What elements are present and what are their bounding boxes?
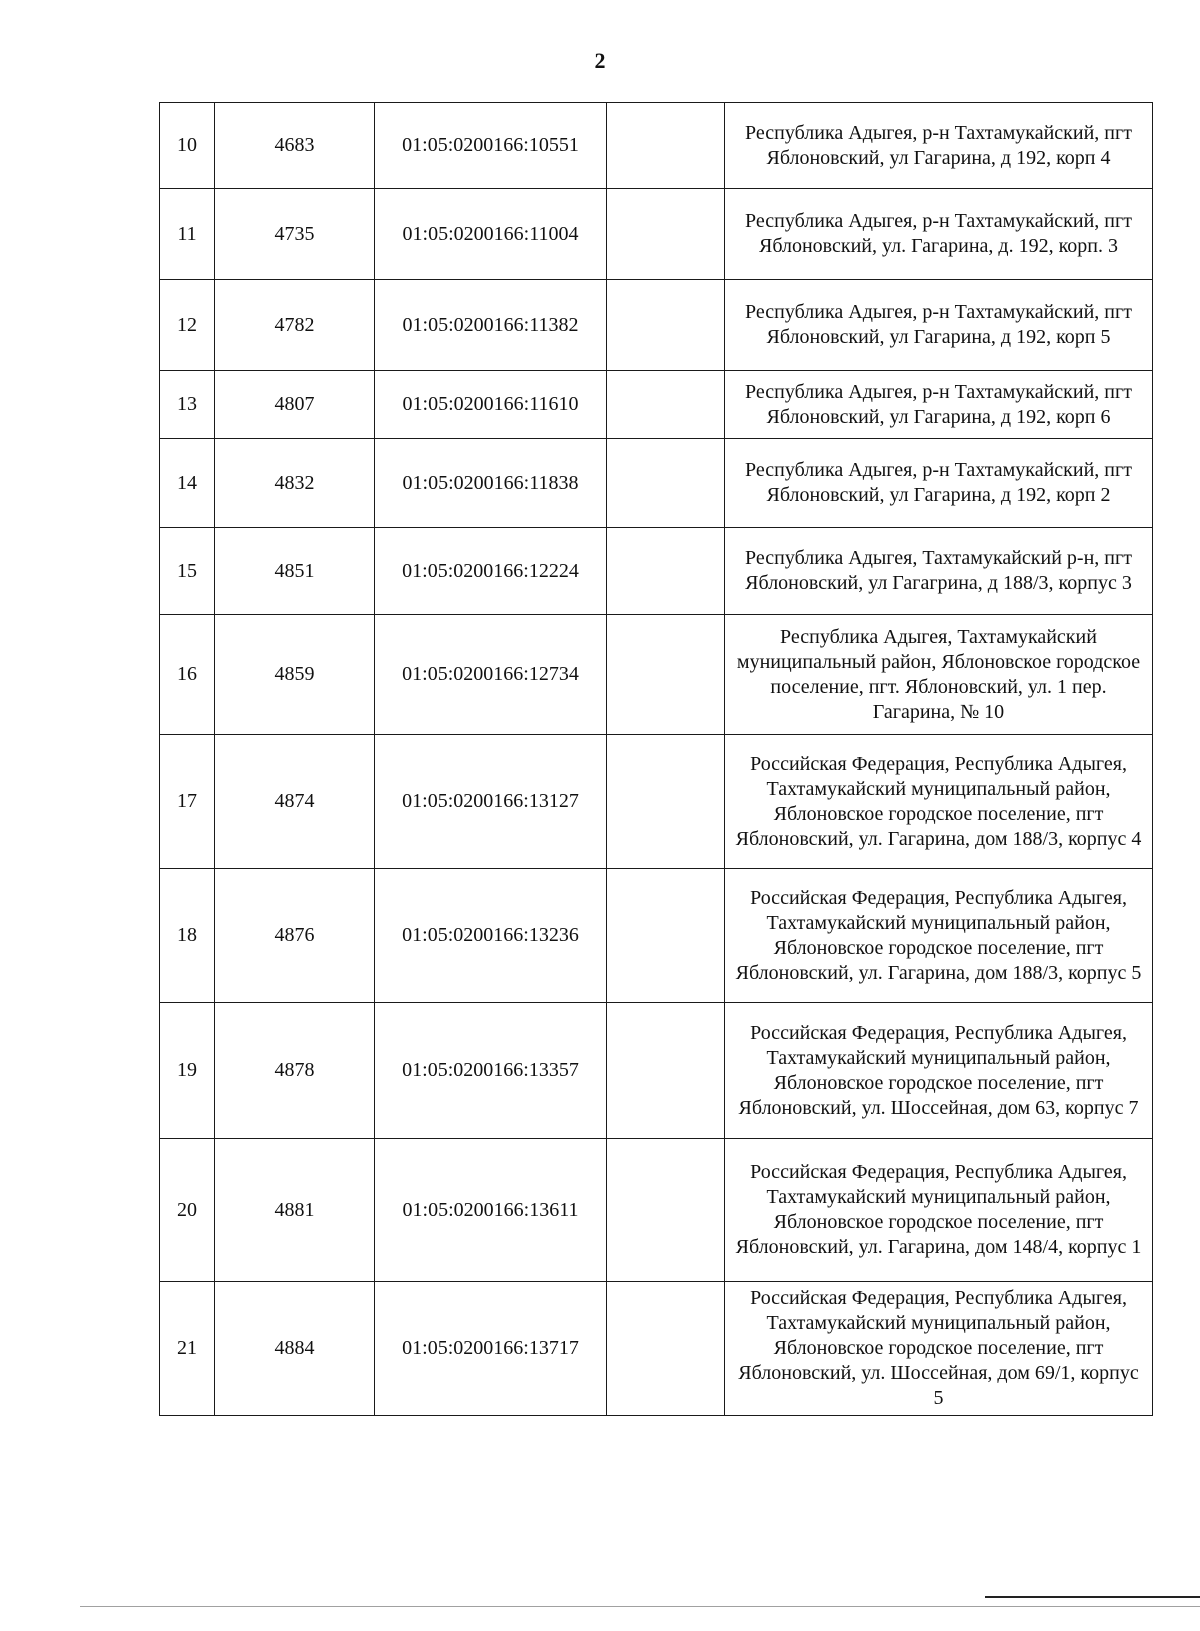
address: Российская Федерация, Республика Адыгея, Тахтамукайский муниципальный район, Яблоновское городское поселение, пгт Яблоновский, ул. Шоссейная, дом 69/1, корпус 5 <box>725 1282 1153 1416</box>
row-number: 17 <box>160 735 215 869</box>
row-number: 21 <box>160 1282 215 1416</box>
row-number: 20 <box>160 1139 215 1282</box>
table-row <box>160 1282 1153 1416</box>
object-id: 4683 <box>215 103 375 189</box>
row-number: 10 <box>160 103 215 189</box>
cadastral-number: 01:05:0200166:12734 <box>375 615 607 735</box>
address: Республика Адыгея, р-н Тахтамукайский, пгт Яблоновский, ул Гагарина, д 192, корп 4 <box>725 103 1153 189</box>
empty-cell <box>607 1003 725 1139</box>
table-row <box>160 439 1153 528</box>
empty-cell <box>607 528 725 615</box>
object-id: 4807 <box>215 371 375 439</box>
object-id: 4876 <box>215 869 375 1003</box>
address: Республика Адыгея, р-н Тахтамукайский, пгт Яблоновский, ул Гагарина, д 192, корп 2 <box>725 439 1153 528</box>
row-number: 12 <box>160 280 215 371</box>
cadastral-number: 01:05:0200166:13611 <box>375 1139 607 1282</box>
table-row <box>160 280 1153 371</box>
address: Республика Адыгея, Тахтамукайский муниципальный район, Яблоновское городское поселение, пгт. Яблоновский, ул. 1 пер. Гагарина, № 10 <box>725 615 1153 735</box>
cadastral-number: 01:05:0200166:13127 <box>375 735 607 869</box>
address: Республика Адыгея, р-н Тахтамукайский, пгт Яблоновский, ул. Гагарина, д. 192, корп. 3 <box>725 189 1153 280</box>
cadastral-number: 01:05:0200166:13357 <box>375 1003 607 1139</box>
address: Российская Федерация, Республика Адыгея, Тахтамукайский муниципальный район, Яблоновское городское поселение, пгт Яблоновский, ул. Гагарина, дом 188/3, корпус 4 <box>725 735 1153 869</box>
table-row <box>160 528 1153 615</box>
cadastral-number: 01:05:0200166:10551 <box>375 103 607 189</box>
object-id: 4735 <box>215 189 375 280</box>
table-row <box>160 615 1153 735</box>
address: Российская Федерация, Республика Адыгея, Тахтамукайский муниципальный район, Яблоновское городское поселение, пгт Яблоновский, ул. Шоссейная, дом 63, корпус 7 <box>725 1003 1153 1139</box>
object-id: 4881 <box>215 1139 375 1282</box>
row-number: 11 <box>160 189 215 280</box>
cadastral-number: 01:05:0200166:11004 <box>375 189 607 280</box>
empty-cell <box>607 371 725 439</box>
object-id: 4874 <box>215 735 375 869</box>
empty-cell <box>607 869 725 1003</box>
object-id: 4782 <box>215 280 375 371</box>
cadastral-number: 01:05:0200166:11838 <box>375 439 607 528</box>
footer-divider <box>80 1606 1200 1607</box>
object-id: 4884 <box>215 1282 375 1416</box>
table-row <box>160 869 1153 1003</box>
empty-cell <box>607 735 725 869</box>
row-number: 15 <box>160 528 215 615</box>
property-table <box>159 102 1153 1416</box>
address: Республика Адыгея, Тахтамукайский р-н, пгт Яблоновский, ул Гагагрина, д 188/3, корпус 3 <box>725 528 1153 615</box>
cadastral-number: 01:05:0200166:11610 <box>375 371 607 439</box>
cadastral-number: 01:05:0200166:11382 <box>375 280 607 371</box>
cadastral-number: 01:05:0200166:12224 <box>375 528 607 615</box>
empty-cell <box>607 280 725 371</box>
table-row <box>160 103 1153 189</box>
table-row <box>160 1003 1153 1139</box>
table-row <box>160 1139 1153 1282</box>
object-id: 4859 <box>215 615 375 735</box>
row-number: 13 <box>160 371 215 439</box>
empty-cell <box>607 189 725 280</box>
object-id: 4832 <box>215 439 375 528</box>
empty-cell <box>607 615 725 735</box>
address: Республика Адыгея, р-н Тахтамукайский, пгт Яблоновский, ул Гагарина, д 192, корп 5 <box>725 280 1153 371</box>
table-row <box>160 371 1153 439</box>
footer-divider-right <box>985 1596 1200 1598</box>
address: Республика Адыгея, р-н Тахтамукайский, пгт Яблоновский, ул Гагарина, д 192, корп 6 <box>725 371 1153 439</box>
cadastral-number: 01:05:0200166:13717 <box>375 1282 607 1416</box>
object-id: 4851 <box>215 528 375 615</box>
row-number: 18 <box>160 869 215 1003</box>
address: Российская Федерация, Республика Адыгея, Тахтамукайский муниципальный район, Яблоновское городское поселение, пгт Яблоновский, ул. Гагарина, дом 148/4, корпус 1 <box>725 1139 1153 1282</box>
table-row <box>160 189 1153 280</box>
empty-cell <box>607 103 725 189</box>
empty-cell <box>607 1139 725 1282</box>
empty-cell <box>607 1282 725 1416</box>
address: Российская Федерация, Республика Адыгея, Тахтамукайский муниципальный район, Яблоновское городское поселение, пгт Яблоновский, ул. Гагарина, дом 188/3, корпус 5 <box>725 869 1153 1003</box>
row-number: 19 <box>160 1003 215 1139</box>
table-row <box>160 735 1153 869</box>
page-number: 2 <box>594 48 606 73</box>
row-number: 14 <box>160 439 215 528</box>
cadastral-number: 01:05:0200166:13236 <box>375 869 607 1003</box>
property-table-body <box>160 103 1153 1416</box>
row-number: 16 <box>160 615 215 735</box>
object-id: 4878 <box>215 1003 375 1139</box>
empty-cell <box>607 439 725 528</box>
